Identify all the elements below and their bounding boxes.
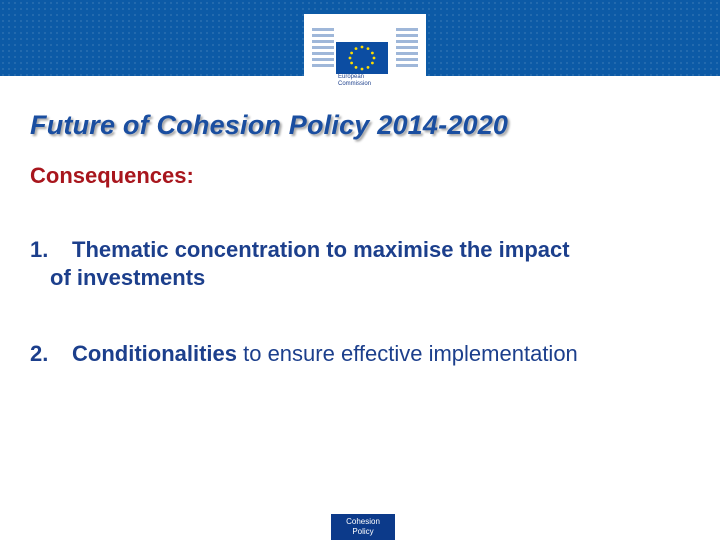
cohesion-policy-badge bbox=[331, 514, 395, 540]
list-item-2-bold-text: Conditionalities bbox=[72, 341, 237, 366]
list-item-1-line1: Thematic concentration to maximise the impact bbox=[72, 237, 570, 262]
logo-wordmark bbox=[338, 74, 398, 88]
badge-line2: Policy bbox=[352, 527, 374, 536]
european-commission-logo bbox=[304, 14, 426, 100]
list-item-2-number: 2. bbox=[30, 341, 49, 366]
list-item-1-line2: of investments bbox=[50, 265, 206, 290]
slide-title: Future of Cohesion Policy 2014-2020 bbox=[30, 110, 509, 140]
logo-org-line1: European bbox=[338, 74, 365, 80]
list-item-1-number: 1. bbox=[30, 237, 49, 262]
badge-line1: Cohesion bbox=[346, 517, 380, 526]
slide-subtitle: Consequences: bbox=[30, 163, 194, 188]
list-item-2-rest-text: to ensure effective implementation bbox=[237, 341, 578, 366]
list-item-1 bbox=[30, 236, 710, 292]
list-item-2 bbox=[30, 340, 710, 368]
logo-org-line2: Commission bbox=[338, 81, 372, 87]
